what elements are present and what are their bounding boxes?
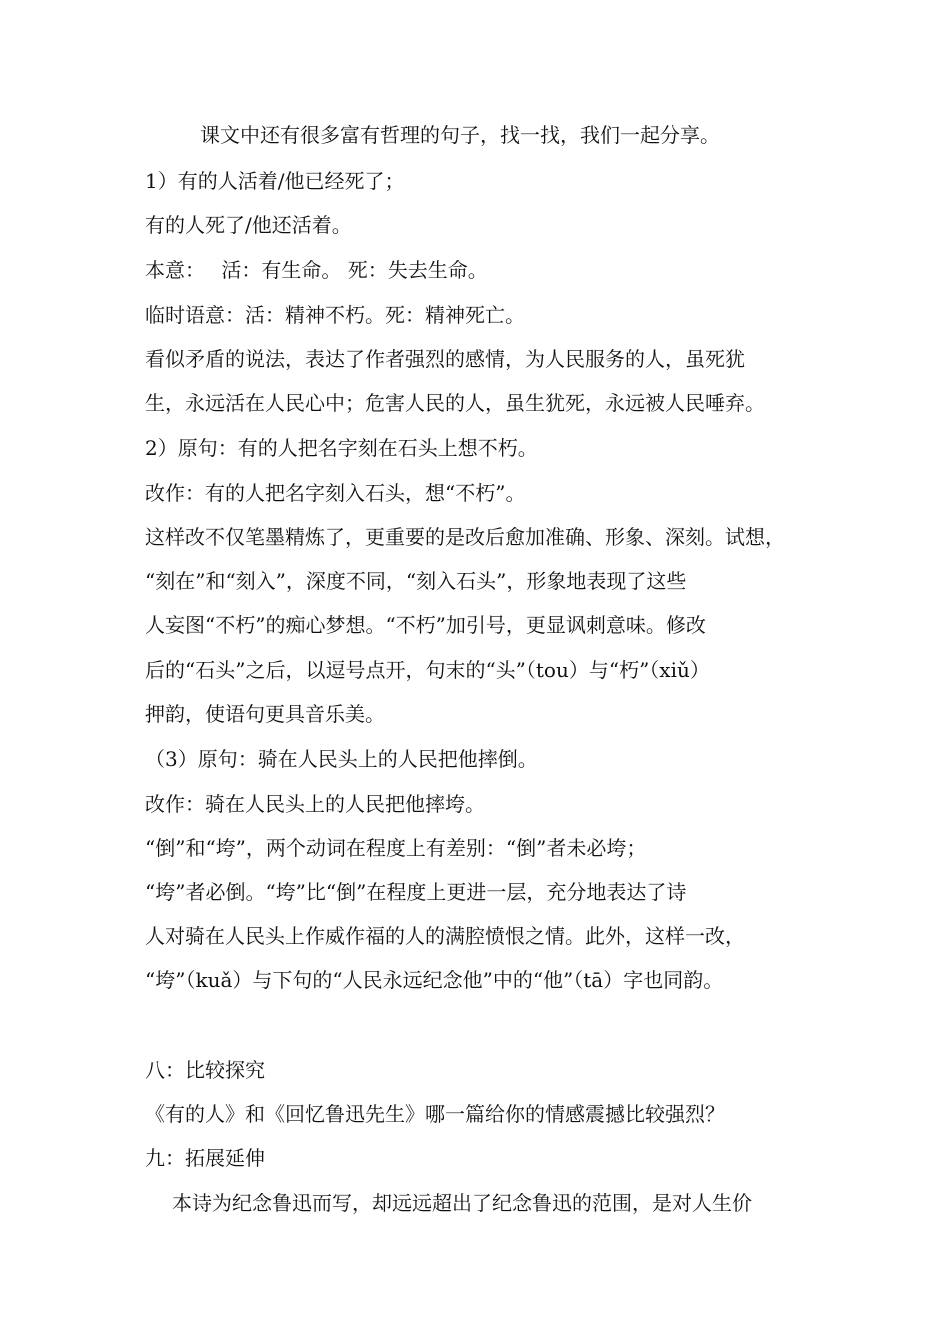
section8-heading: 八：比较探究 [145, 1058, 265, 1082]
sentence2-revised: 改作：有的人把名字刻入石头，想“不朽”。 [145, 481, 526, 505]
temporary-meaning: 临时语意：活：精神不朽。死：精神死亡。 [145, 303, 525, 327]
sentence3-analysis-line: “垮”（kuǎ）与下句的“人民永远纪念他”中的“他”（tā）字也同韵。 [145, 968, 724, 992]
sentence3-original: （3）原句：骑在人民头上的人民把他摔倒。 [145, 747, 538, 771]
sentence1-line1: 1）有的人活着/他已经死了； [145, 169, 405, 193]
sentence1-analysis-line: 看似矛盾的说法，表达了作者强烈的感情，为人民服务的人，虽死犹 [145, 347, 745, 371]
sentence3-analysis-line: “倒”和“垮”，两个动词在程度上有差别：“倒”者未必垮； [145, 836, 647, 860]
sentence3-analysis-line: 人对骑在人民头上作威作福的人的满腔愤恨之情。此外，这样一改， [145, 924, 745, 948]
intro-text: 课文中还有很多富有哲理的句子，找一找，我们一起分享。 [200, 123, 720, 147]
sentence2-analysis-line: 押韵，使语句更具音乐美。 [145, 702, 385, 726]
sentence2-analysis-line: “刻在”和“刻入”，深度不同，“刻入石头”，形象地表现了这些 [145, 569, 687, 593]
sentence2-analysis-line: 这样改不仅笔墨精炼了，更重要的是改后愈加准确、形象、深刻。试想， [145, 525, 785, 549]
sentence2-analysis-line: 人妄图“不朽”的痴心梦想。“不朽”加引号，更显讽刺意味。修改 [145, 613, 706, 637]
sentence2-analysis-line: 后的“石头”之后，以逗号点开，句末的“头”（tou）与“朽”（xiǔ） [145, 658, 710, 682]
sentence2-original: 2）原句：有的人把名字刻在石头上想不朽。 [145, 436, 538, 460]
section9-text: 本诗为纪念鲁迅而写，却远远超出了纪念鲁迅的范围，是对人生价 [172, 1191, 752, 1215]
sentence1-line2: 有的人死了/他还活着。 [145, 213, 352, 237]
sentence1-analysis-line: 生，永远活在人民心中；危害人民的人，虽生犹死，永远被人民唾弃。 [145, 391, 765, 415]
sentence3-revised: 改作：骑在人民头上的人民把他摔垮。 [145, 792, 485, 816]
literal-meaning: 本意： 活：有生命。 死：失去生命。 [145, 258, 488, 282]
section9-heading: 九：拓展延伸 [145, 1146, 265, 1170]
section8-question: 《有的人》和《回忆鲁迅先生》哪一篇给你的情感震撼比较强烈？ [145, 1102, 725, 1126]
sentence3-analysis-line: “垮”者必倒。“垮”比“倒”在程度上更进一层，充分地表达了诗 [145, 880, 687, 904]
